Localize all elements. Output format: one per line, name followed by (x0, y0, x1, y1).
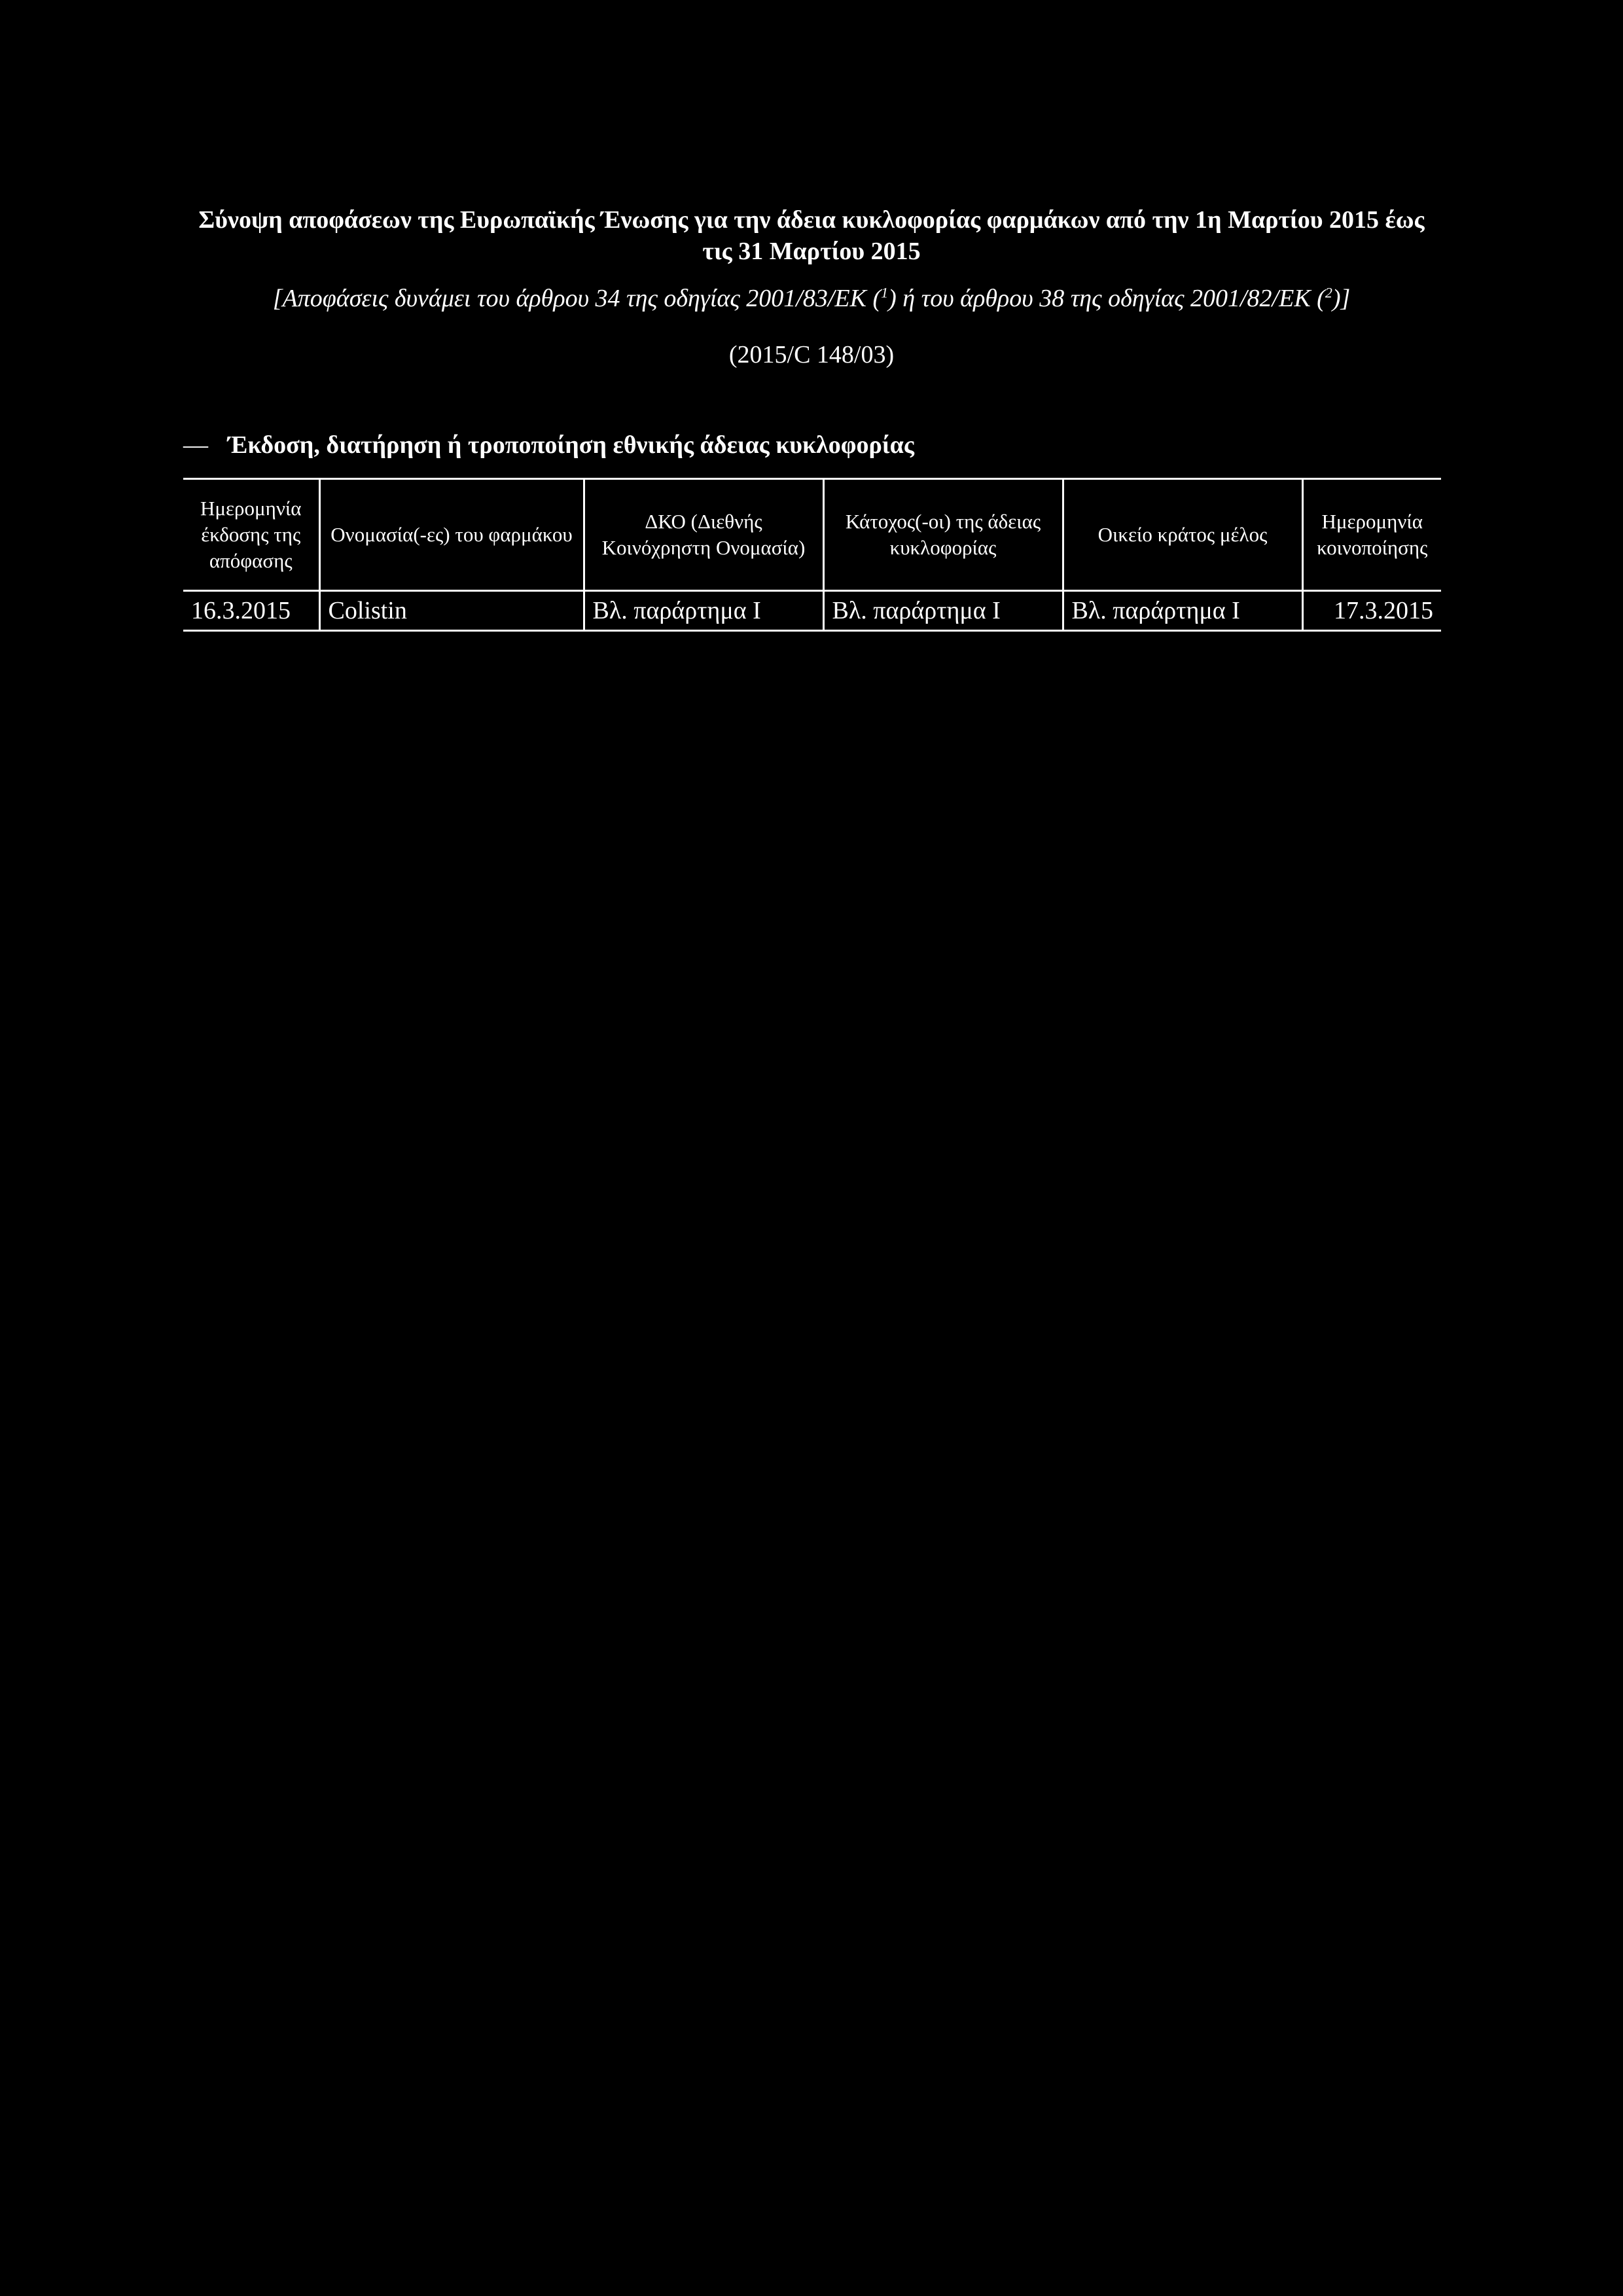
subtitle-text-1: [Αποφάσεις δυνάμει του άρθρου 34 της οδηγίας 2001/83/ΕΚ ( (272, 285, 882, 312)
cell-inn: Βλ. παράρτημα I (584, 591, 823, 631)
section-dash: — (183, 431, 208, 459)
header-member-state: Οικείο κράτος μέλος (1063, 479, 1302, 591)
table-header-row (183, 479, 1441, 591)
footnote-ref-1[interactable]: 1 (881, 284, 889, 301)
document-reference: (2015/C 148/03) (728, 341, 895, 368)
section-heading (183, 429, 914, 461)
header-product-name: Ονομασία(-ες) του φαρμάκου (319, 479, 584, 591)
decisions-table (183, 478, 1441, 632)
footnote-ref-2[interactable]: 2 (1325, 284, 1332, 301)
header-notification-date: Ημερομηνία κοινοποίησης (1302, 479, 1441, 591)
header-inn: ΔΚΟ (Διεθνής Κοινόχρηστη Ονομασία) (584, 479, 823, 591)
subtitle-text-3: )] (1332, 285, 1351, 312)
cell-product-name: Colistin (319, 591, 584, 631)
document-title: Σύνοψη αποφάσεων της Ευρωπαϊκής Ένωσης για την άδεια κυκλοφορίας φαρμάκων από την 1η Μαρτίου 2015 έως τις 31 Μαρτίου 2015 (198, 206, 1425, 265)
subtitle-text-2: ) ή του άρθρου 38 της οδηγίας 2001/82/ΕΚ ( (888, 285, 1325, 312)
header-decision-date: Ημερομηνία έκδοσης της απόφασης (183, 479, 319, 591)
cell-authorisation-holder: Βλ. παράρτημα I (823, 591, 1063, 631)
cell-decision-date: 16.3.2015 (183, 591, 319, 631)
header-authorisation-holder: Κάτοχος(-οι) της άδειας κυκλοφορίας (823, 479, 1063, 591)
document-subtitle (183, 283, 1440, 314)
table-row (183, 591, 1441, 631)
cell-member-state: Βλ. παράρτημα I (1063, 591, 1302, 631)
section-heading-text: Έκδοση, διατήρηση ή τροποποίηση εθνικής άδειας κυκλοφορίας (228, 431, 914, 459)
cell-notification-date: 17.3.2015 (1302, 591, 1441, 631)
